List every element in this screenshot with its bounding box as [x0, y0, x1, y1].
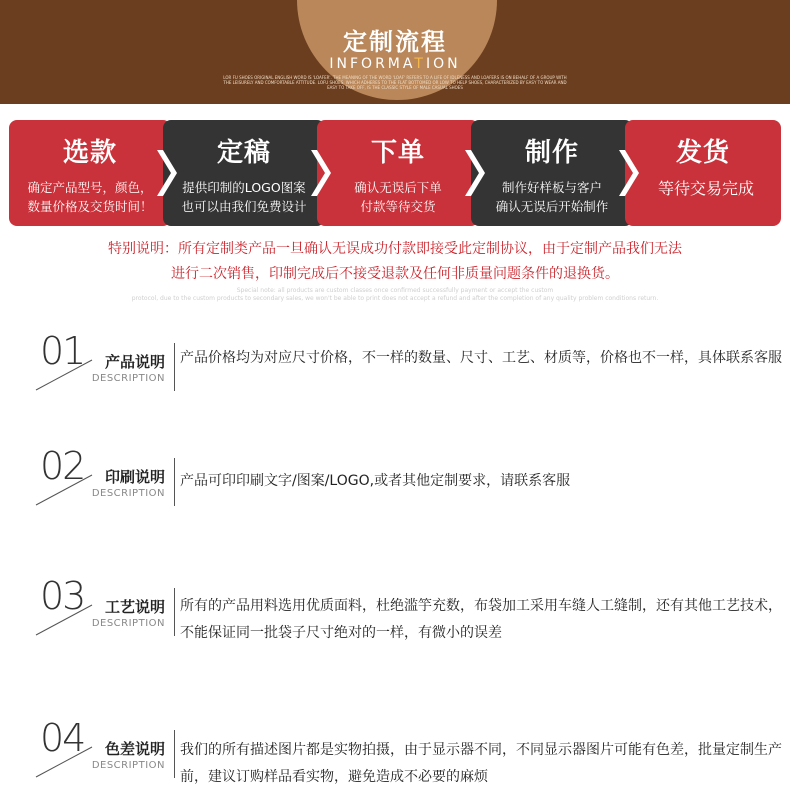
page-subtitle — [0, 56, 790, 72]
section-craft — [30, 574, 790, 641]
header-banner — [0, 0, 790, 104]
subtitle-suffix: ION — [425, 56, 461, 72]
section-label: 色差说明 — [104, 740, 165, 758]
step-desc-line: 制作好样板与客户 — [501, 180, 602, 195]
section-divider — [174, 343, 175, 391]
step-desc-line: 数量价格及交货时间！ — [27, 199, 153, 214]
section-divider — [174, 588, 175, 636]
section-label-en: DESCRIPTION — [91, 373, 165, 384]
step-notch — [311, 150, 331, 196]
section-label-en: DESCRIPTION — [91, 760, 165, 771]
section-text: 所有的产品用料选用优质面料，杜绝滥竽充数，布袋加工采用车缝人工缝制，还有其他工艺技术，不能保证同一批袋子尺寸绝对的一样，有微小的误差 — [180, 598, 782, 641]
special-notice — [40, 237, 750, 287]
section-number: 04 — [40, 716, 85, 760]
step-title: 定稿 — [216, 138, 271, 168]
step-title: 制作 — [524, 138, 579, 168]
step-desc-line: 确定产品型号，颜色， — [27, 180, 153, 195]
header-fine-print: LOR FU SHOES ORIGINAL ENGLISH WORD IS 'LOAFER'. THE MEANING OF THE WORD 'LOAF' REFERS TO A LIFE OF IDLENESS AND LOAFERS IS ON BEHALF OF A GROUP WITH THE LEISURELY AND COMFORTABLE ATTITUDE. LOFU SHOES, WHICH ADHERES TO THE FLAT BOTTOMED OR LOW TO HELP SHOES, CHARACTERIZED BY EASY TO WEAR AND EASY TO TAKE OFF, IS THE CLASSIC STYLE OF MALE CASUAL SHOES — [223, 75, 567, 90]
process-steps — [9, 120, 781, 226]
section-number: 03 — [40, 574, 85, 618]
step-desc-line: 确认无误后下单 — [354, 180, 442, 195]
section-divider — [174, 458, 175, 506]
section-text: 产品可印印刷文字/图案/LOGO,或者其他定制要求，请联系客服 — [180, 473, 571, 489]
section-text: 产品价格均为对应尺寸价格，不一样的数量、尺寸、工艺、材质等，价格也不一样，具体联系客服 — [180, 350, 782, 366]
notice-en-line: protocol, due to the custom products to secondary sales, we won't be able to print does not accept a refund and after the completion of any quality problem conditions return. — [131, 295, 659, 302]
step-title: 选款 — [62, 138, 117, 168]
step-notch — [157, 150, 177, 196]
step-title: 下单 — [370, 138, 425, 168]
subtitle-prefix: INFORMA — [329, 56, 415, 72]
step-notches — [9, 120, 781, 226]
step-desc-line: 提供印制的LOGO图案 — [182, 180, 306, 195]
notice-en-line: Special note: all products are custom classes once confirmed successfully payment or accept the custom — [236, 287, 554, 294]
notice-line: 进行二次销售，印制完成后不接受退款及任何非质量问题条件的退换货。 — [171, 266, 619, 282]
section-print — [30, 444, 790, 510]
section-color — [30, 716, 790, 785]
subtitle-accent: T — [414, 56, 426, 72]
step-desc-line: 等待交易完成 — [657, 179, 754, 198]
section-label: 产品说明 — [104, 353, 165, 371]
section-divider — [174, 730, 175, 778]
step-desc-line: 付款等待交货 — [360, 199, 436, 214]
section-product — [30, 329, 790, 395]
section-label: 印刷说明 — [104, 468, 165, 486]
step-desc-line: 也可以由我们免费设计 — [181, 199, 307, 214]
section-number: 02 — [40, 444, 85, 488]
notice-line: 特别说明：所有定制类产品一旦确认无误成功付款即接受此定制协议，由于定制产品我们无法 — [108, 241, 682, 257]
step-title: 发货 — [675, 138, 730, 168]
step-desc-line: 确认无误后开始制作 — [495, 199, 609, 214]
notice-english — [60, 287, 730, 303]
page-title: 定制流程 — [343, 28, 447, 56]
step-notch — [465, 150, 485, 196]
section-label-en: DESCRIPTION — [91, 618, 165, 629]
section-text: 我们的所有描述图片都是实物拍摄，由于显示器不同，不同显示器图片可能有色差，批量定制生产前，建议订购样品看实物，避免造成不必要的麻烦 — [180, 742, 782, 785]
section-label: 工艺说明 — [104, 598, 165, 616]
step-notch — [619, 150, 639, 196]
section-label-en: DESCRIPTION — [91, 488, 165, 499]
section-number: 01 — [40, 329, 85, 373]
